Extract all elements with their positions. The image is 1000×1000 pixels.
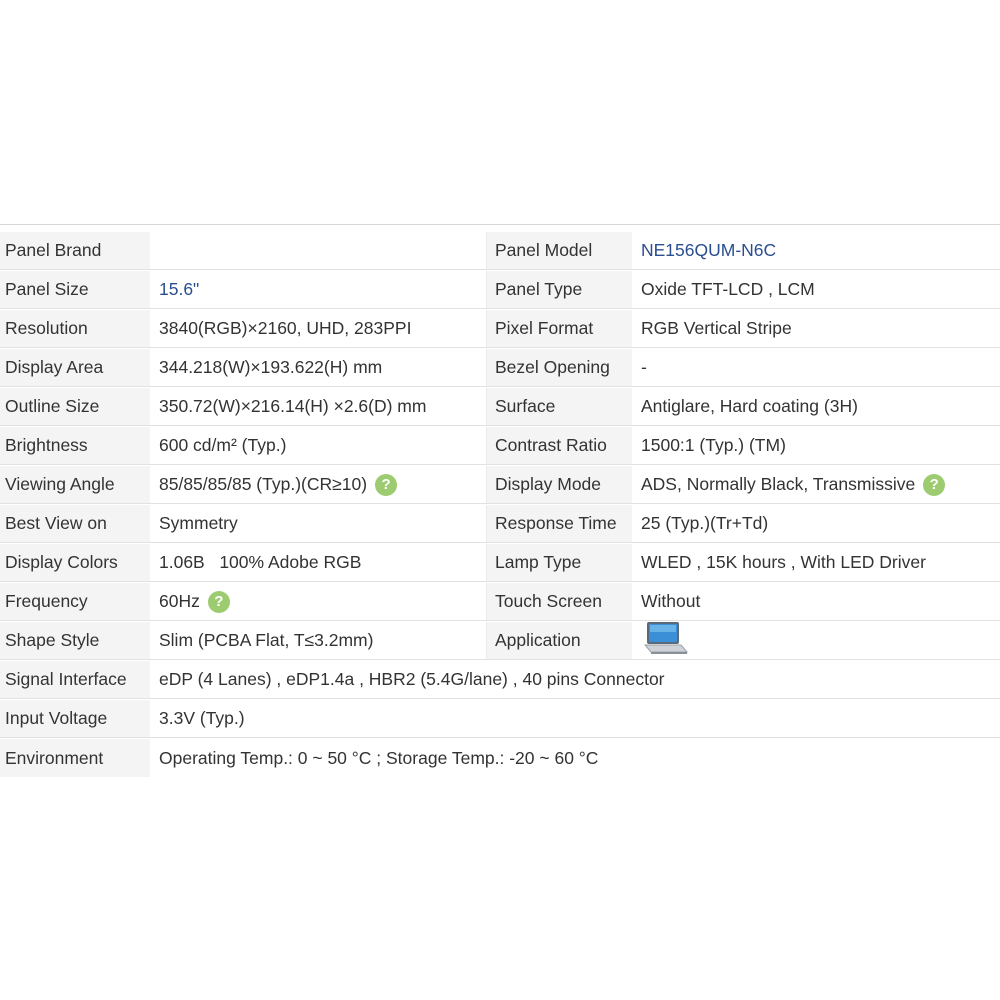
table-row [0,622,1000,660]
spec-value: 25 (Typ.)(Tr+Td) [632,505,1000,542]
question-mark-icon[interactable]: ? [208,591,230,613]
spec-label: Bezel Opening [487,349,632,386]
spec-label: Shape Style [0,622,150,659]
spec-value: 3840(RGB)×2160, UHD, 283PPI [150,310,487,347]
spec-label: Display Colors [0,544,150,581]
spec-value: Oxide TFT-LCD , LCM [632,271,1000,308]
spec-label: Outline Size [0,388,150,425]
table-row [0,544,1000,582]
spec-label: Response Time [487,505,632,542]
question-mark-icon[interactable]: ? [923,474,945,496]
spec-value: eDP (4 Lanes) , eDP1.4a , HBR2 (5.4G/lane) , 40 pins Connector [150,661,1000,698]
spec-label: Frequency [0,583,150,620]
table-row [0,427,1000,465]
table-row [0,310,1000,348]
spec-label: Brightness [0,427,150,464]
spec-value: WLED , 15K hours , With LED Driver [632,544,1000,581]
table-row [0,739,1000,777]
spec-label: Panel Brand [0,232,150,269]
table-row [0,349,1000,387]
spec-label: Panel Size [0,271,150,308]
table-row [0,505,1000,543]
spec-label: Environment [0,739,150,777]
viewing-angle-text: 85/85/85/85 (Typ.)(CR≥10) [159,474,368,494]
spec-value: - [632,349,1000,386]
table-row [0,271,1000,309]
frequency-text: 60Hz [159,591,200,611]
spec-value: RGB Vertical Stripe [632,310,1000,347]
spec-value [150,232,487,269]
question-mark-icon[interactable]: ? [375,474,397,496]
panel-size-link[interactable]: 15.6" [150,271,487,308]
table-row [0,583,1000,621]
spec-value: 600 cd/m² (Typ.) [150,427,487,464]
table-row [0,700,1000,738]
display-mode-text: ADS, Normally Black, Transmissive [641,474,916,494]
spec-label: Surface [487,388,632,425]
spec-value: 1500:1 (Typ.) (TM) [632,427,1000,464]
spec-label: Best View on [0,505,150,542]
spec-label: Display Mode [487,466,632,503]
spec-label: Application [487,622,632,659]
spec-value [632,622,1000,659]
spec-value: Without [632,583,1000,620]
spec-label: Panel Model [487,232,632,269]
spec-value: 350.72(W)×216.14(H) ×2.6(D) mm [150,388,487,425]
spec-label: Input Voltage [0,700,150,737]
table-row [0,388,1000,426]
spec-value: Antiglare, Hard coating (3H) [632,388,1000,425]
spec-label: Display Area [0,349,150,386]
table-row [0,466,1000,504]
spec-label: Touch Screen [487,583,632,620]
spec-value: 1.06B 100% Adobe RGB [150,544,487,581]
spec-label: Panel Type [487,271,632,308]
table-row [0,232,1000,270]
spec-value: 344.218(W)×193.622(H) mm [150,349,487,386]
spec-label: Resolution [0,310,150,347]
spec-label: Signal Interface [0,661,150,698]
spec-value [150,583,487,620]
panel-model-link[interactable]: NE156QUM-N6C [632,232,1000,269]
laptop-icon [641,622,689,659]
spec-table [0,224,1000,777]
table-row [0,661,1000,699]
spec-label: Viewing Angle [0,466,150,503]
spec-value: 3.3V (Typ.) [150,700,1000,737]
spec-value [150,466,487,503]
spec-label: Contrast Ratio [487,427,632,464]
spec-label: Lamp Type [487,544,632,581]
spec-value [632,466,1000,503]
spec-value: Symmetry [150,505,487,542]
spec-value: Operating Temp.: 0 ~ 50 °C ; Storage Temp.: -20 ~ 60 °C [150,739,1000,777]
spec-label: Pixel Format [487,310,632,347]
spec-value: Slim (PCBA Flat, T≤3.2mm) [150,622,487,659]
